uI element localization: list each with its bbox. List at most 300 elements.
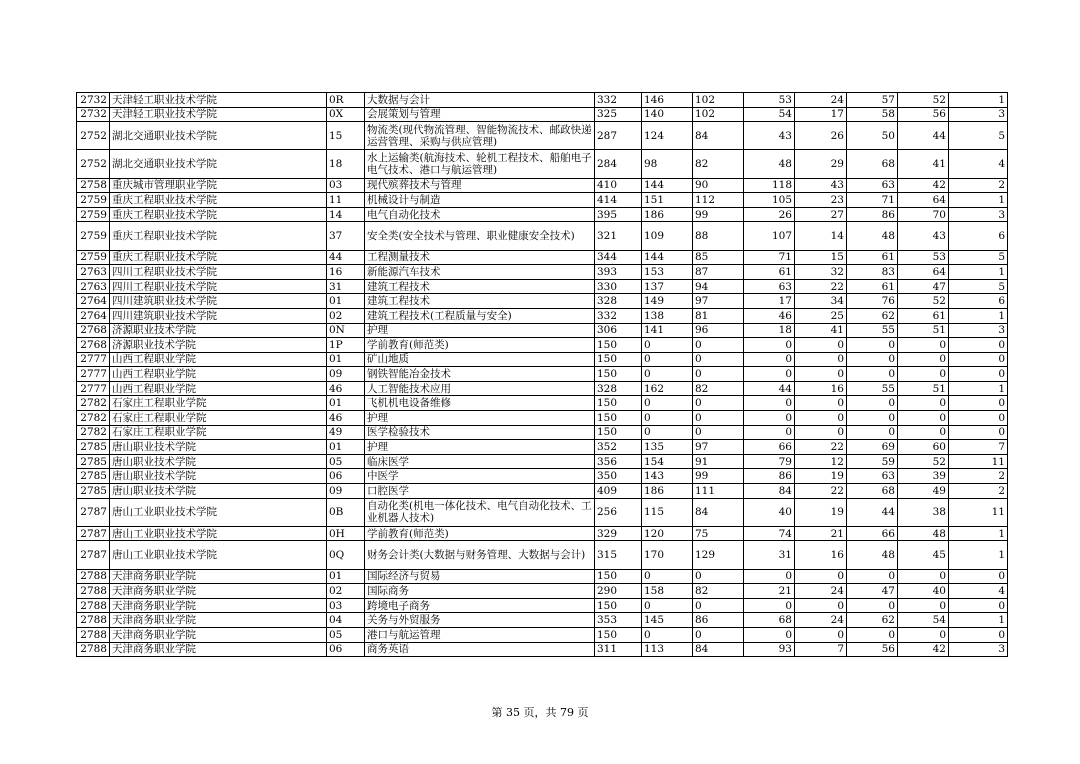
- score-c4-cell: 107: [744, 222, 795, 250]
- score-total-cell: 328: [595, 294, 642, 309]
- score-c2-cell: 141: [642, 323, 693, 338]
- code-cell: 06: [327, 642, 365, 657]
- major-cell: 学前教育(师范类): [365, 526, 595, 541]
- major-cell: 关务与外贸服务: [365, 613, 595, 628]
- rank-cell: 2759: [77, 222, 110, 250]
- rank-cell: 2788: [77, 642, 110, 657]
- major-cell: 飞机机电设备维修: [365, 396, 595, 411]
- school-cell: 天津商务职业学院: [110, 598, 327, 613]
- score-c3-cell: 0: [693, 352, 744, 367]
- score-c6-cell: 57: [847, 93, 898, 108]
- score-c3-cell: 81: [693, 308, 744, 323]
- score-c7-cell: 44: [898, 122, 949, 150]
- table-row: [77, 425, 1008, 440]
- score-c7-cell: 0: [898, 367, 949, 382]
- score-c3-cell: 84: [693, 642, 744, 657]
- major-cell: 安全类(安全技术与管理、职业健康安全技术): [365, 222, 595, 250]
- major-cell: 财务会计类(大数据与财务管理、大数据与会计): [365, 541, 595, 569]
- code-cell: 05: [327, 627, 365, 642]
- school-cell: 重庆工程职业技术学院: [110, 207, 327, 222]
- table-row: [77, 338, 1008, 353]
- score-c7-cell: 38: [898, 498, 949, 526]
- score-c2-cell: 144: [642, 178, 693, 193]
- table-row: [77, 122, 1008, 150]
- rank-cell: 2785: [77, 484, 110, 499]
- score-c4-cell: 18: [744, 323, 795, 338]
- school-cell: 唐山职业技术学院: [110, 440, 327, 455]
- score-c2-cell: 151: [642, 193, 693, 208]
- table-row: [77, 541, 1008, 569]
- score-total-cell: 325: [595, 107, 642, 122]
- score-c4-cell: 0: [744, 338, 795, 353]
- score-c8-cell: 0: [949, 338, 1008, 353]
- score-total-cell: 350: [595, 469, 642, 484]
- score-total-cell: 414: [595, 193, 642, 208]
- score-c4-cell: 63: [744, 279, 795, 294]
- major-cell: 建筑工程技术: [365, 294, 595, 309]
- score-c7-cell: 52: [898, 93, 949, 108]
- code-cell: 31: [327, 279, 365, 294]
- score-total-cell: 150: [595, 352, 642, 367]
- code-cell: 1P: [327, 338, 365, 353]
- score-c7-cell: 61: [898, 308, 949, 323]
- score-c6-cell: 0: [847, 569, 898, 584]
- code-cell: 11: [327, 193, 365, 208]
- score-c4-cell: 86: [744, 469, 795, 484]
- major-cell: 国际经济与贸易: [365, 569, 595, 584]
- table-row: [77, 569, 1008, 584]
- code-cell: 37: [327, 222, 365, 250]
- table-row: [77, 308, 1008, 323]
- score-c3-cell: 0: [693, 411, 744, 426]
- table-row: [77, 93, 1008, 108]
- table-row: [77, 642, 1008, 657]
- score-c7-cell: 0: [898, 598, 949, 613]
- score-total-cell: 410: [595, 178, 642, 193]
- score-c6-cell: 0: [847, 338, 898, 353]
- score-c6-cell: 48: [847, 541, 898, 569]
- score-c5-cell: 7: [795, 642, 847, 657]
- score-total-cell: 256: [595, 498, 642, 526]
- rank-cell: 2752: [77, 122, 110, 150]
- score-c4-cell: 26: [744, 207, 795, 222]
- score-c2-cell: 144: [642, 250, 693, 265]
- score-total-cell: 328: [595, 381, 642, 396]
- rank-cell: 2759: [77, 250, 110, 265]
- score-c4-cell: 54: [744, 107, 795, 122]
- score-c3-cell: 90: [693, 178, 744, 193]
- score-c2-cell: 149: [642, 294, 693, 309]
- score-c7-cell: 39: [898, 469, 949, 484]
- score-c3-cell: 91: [693, 454, 744, 469]
- rank-cell: 2782: [77, 425, 110, 440]
- score-c6-cell: 0: [847, 425, 898, 440]
- score-c4-cell: 93: [744, 642, 795, 657]
- school-cell: 湖北交通职业技术学院: [110, 122, 327, 150]
- score-c7-cell: 49: [898, 484, 949, 499]
- school-cell: 四川建筑职业技术学院: [110, 294, 327, 309]
- rank-cell: 2732: [77, 93, 110, 108]
- score-c3-cell: 102: [693, 93, 744, 108]
- score-c2-cell: 120: [642, 526, 693, 541]
- score-c3-cell: 88: [693, 222, 744, 250]
- score-total-cell: 306: [595, 323, 642, 338]
- score-c2-cell: 109: [642, 222, 693, 250]
- score-c3-cell: 0: [693, 627, 744, 642]
- score-c4-cell: 61: [744, 265, 795, 280]
- table-row: [77, 484, 1008, 499]
- score-c3-cell: 0: [693, 338, 744, 353]
- rank-cell: 2763: [77, 265, 110, 280]
- code-cell: 44: [327, 250, 365, 265]
- school-cell: 四川工程职业技术学院: [110, 279, 327, 294]
- score-c6-cell: 56: [847, 642, 898, 657]
- school-cell: 天津商务职业学院: [110, 569, 327, 584]
- score-c3-cell: 86: [693, 613, 744, 628]
- score-c3-cell: 96: [693, 323, 744, 338]
- score-c7-cell: 64: [898, 265, 949, 280]
- code-cell: 0X: [327, 107, 365, 122]
- score-c5-cell: 32: [795, 265, 847, 280]
- score-c6-cell: 0: [847, 598, 898, 613]
- score-c5-cell: 19: [795, 469, 847, 484]
- score-c6-cell: 83: [847, 265, 898, 280]
- major-cell: 人工智能技术应用: [365, 381, 595, 396]
- score-c4-cell: 0: [744, 411, 795, 426]
- major-cell: 工程测量技术: [365, 250, 595, 265]
- score-total-cell: 290: [595, 584, 642, 599]
- score-c2-cell: 135: [642, 440, 693, 455]
- major-cell: 口腔医学: [365, 484, 595, 499]
- score-c2-cell: 146: [642, 93, 693, 108]
- score-c8-cell: 11: [949, 454, 1008, 469]
- score-c5-cell: 16: [795, 541, 847, 569]
- major-cell: 学前教育(师范类): [365, 338, 595, 353]
- school-cell: 唐山工业职业技术学院: [110, 498, 327, 526]
- school-cell: 天津商务职业学院: [110, 642, 327, 657]
- major-cell: 医学检验技术: [365, 425, 595, 440]
- score-total-cell: 150: [595, 627, 642, 642]
- school-cell: 重庆城市管理职业学院: [110, 178, 327, 193]
- score-c6-cell: 47: [847, 584, 898, 599]
- rank-cell: 2763: [77, 279, 110, 294]
- score-total-cell: 150: [595, 425, 642, 440]
- school-cell: 山西工程职业学院: [110, 352, 327, 367]
- score-c2-cell: 140: [642, 107, 693, 122]
- major-cell: 大数据与会计: [365, 93, 595, 108]
- code-cell: 01: [327, 569, 365, 584]
- score-c4-cell: 46: [744, 308, 795, 323]
- score-c8-cell: 1: [949, 381, 1008, 396]
- code-cell: 0H: [327, 526, 365, 541]
- score-c2-cell: 115: [642, 498, 693, 526]
- table-row: [77, 440, 1008, 455]
- score-c2-cell: 186: [642, 484, 693, 499]
- score-c6-cell: 63: [847, 469, 898, 484]
- school-cell: 济源职业技术学院: [110, 323, 327, 338]
- code-cell: 0Q: [327, 541, 365, 569]
- major-cell: 国际商务: [365, 584, 595, 599]
- table-row: [77, 193, 1008, 208]
- rank-cell: 2787: [77, 526, 110, 541]
- major-cell: 矿山地质: [365, 352, 595, 367]
- score-c3-cell: 97: [693, 294, 744, 309]
- code-cell: 04: [327, 613, 365, 628]
- rank-cell: 2764: [77, 294, 110, 309]
- rank-cell: 2788: [77, 627, 110, 642]
- table-row: [77, 613, 1008, 628]
- score-total-cell: 150: [595, 598, 642, 613]
- score-c8-cell: 1: [949, 93, 1008, 108]
- table-row: [77, 381, 1008, 396]
- score-c6-cell: 62: [847, 308, 898, 323]
- score-c3-cell: 82: [693, 150, 744, 178]
- score-c2-cell: 0: [642, 425, 693, 440]
- score-c8-cell: 0: [949, 352, 1008, 367]
- score-c2-cell: 143: [642, 469, 693, 484]
- score-c8-cell: 1: [949, 613, 1008, 628]
- score-c7-cell: 53: [898, 250, 949, 265]
- score-c7-cell: 40: [898, 584, 949, 599]
- score-c3-cell: 0: [693, 367, 744, 382]
- score-c6-cell: 0: [847, 367, 898, 382]
- score-c5-cell: 27: [795, 207, 847, 222]
- score-c3-cell: 0: [693, 425, 744, 440]
- score-total-cell: 353: [595, 613, 642, 628]
- rank-cell: 2788: [77, 584, 110, 599]
- school-cell: 天津商务职业学院: [110, 627, 327, 642]
- table-row: [77, 150, 1008, 178]
- score-c4-cell: 40: [744, 498, 795, 526]
- score-c2-cell: 0: [642, 396, 693, 411]
- score-c3-cell: 129: [693, 541, 744, 569]
- score-c3-cell: 85: [693, 250, 744, 265]
- score-c2-cell: 113: [642, 642, 693, 657]
- rank-cell: 2777: [77, 381, 110, 396]
- score-c6-cell: 61: [847, 250, 898, 265]
- rank-cell: 2752: [77, 150, 110, 178]
- score-c4-cell: 0: [744, 367, 795, 382]
- rank-cell: 2777: [77, 352, 110, 367]
- score-c3-cell: 111: [693, 484, 744, 499]
- score-c5-cell: 0: [795, 425, 847, 440]
- score-c6-cell: 58: [847, 107, 898, 122]
- score-c4-cell: 0: [744, 627, 795, 642]
- score-c7-cell: 42: [898, 642, 949, 657]
- major-cell: 建筑工程技术: [365, 279, 595, 294]
- table-row: [77, 627, 1008, 642]
- score-c8-cell: 1: [949, 193, 1008, 208]
- score-c6-cell: 59: [847, 454, 898, 469]
- score-c5-cell: 0: [795, 352, 847, 367]
- score-c7-cell: 41: [898, 150, 949, 178]
- score-total-cell: 352: [595, 440, 642, 455]
- score-total-cell: 356: [595, 454, 642, 469]
- rank-cell: 2788: [77, 598, 110, 613]
- code-cell: 0B: [327, 498, 365, 526]
- score-c6-cell: 86: [847, 207, 898, 222]
- code-cell: 09: [327, 367, 365, 382]
- score-total-cell: 150: [595, 569, 642, 584]
- school-cell: 天津轻工职业技术学院: [110, 107, 327, 122]
- table-row: [77, 598, 1008, 613]
- rank-cell: 2785: [77, 454, 110, 469]
- score-c8-cell: 0: [949, 367, 1008, 382]
- major-cell: 现代殡葬技术与管理: [365, 178, 595, 193]
- score-c5-cell: 43: [795, 178, 847, 193]
- table-row: [77, 498, 1008, 526]
- score-c7-cell: 43: [898, 222, 949, 250]
- school-cell: 天津轻工职业技术学院: [110, 93, 327, 108]
- score-c4-cell: 84: [744, 484, 795, 499]
- code-cell: 05: [327, 454, 365, 469]
- code-cell: 03: [327, 178, 365, 193]
- table-row: [77, 396, 1008, 411]
- score-c8-cell: 3: [949, 323, 1008, 338]
- score-c6-cell: 63: [847, 178, 898, 193]
- score-total-cell: 315: [595, 541, 642, 569]
- rank-cell: 2759: [77, 207, 110, 222]
- score-c7-cell: 54: [898, 613, 949, 628]
- score-c5-cell: 0: [795, 598, 847, 613]
- score-c8-cell: 0: [949, 425, 1008, 440]
- score-c3-cell: 99: [693, 469, 744, 484]
- score-c5-cell: 22: [795, 440, 847, 455]
- score-c3-cell: 84: [693, 122, 744, 150]
- score-c8-cell: 0: [949, 598, 1008, 613]
- rank-cell: 2764: [77, 308, 110, 323]
- score-c6-cell: 0: [847, 396, 898, 411]
- score-c5-cell: 22: [795, 279, 847, 294]
- score-c7-cell: 56: [898, 107, 949, 122]
- score-c2-cell: 162: [642, 381, 693, 396]
- code-cell: 01: [327, 396, 365, 411]
- table-row: [77, 222, 1008, 250]
- rank-cell: 2777: [77, 367, 110, 382]
- school-cell: 重庆工程职业技术学院: [110, 193, 327, 208]
- score-c3-cell: 82: [693, 381, 744, 396]
- score-total-cell: 150: [595, 396, 642, 411]
- score-total-cell: 150: [595, 367, 642, 382]
- score-c5-cell: 19: [795, 498, 847, 526]
- score-c4-cell: 0: [744, 569, 795, 584]
- school-cell: 石家庄工程职业学院: [110, 425, 327, 440]
- major-cell: 会展策划与管理: [365, 107, 595, 122]
- score-total-cell: 150: [595, 411, 642, 426]
- score-c7-cell: 51: [898, 323, 949, 338]
- code-cell: 02: [327, 584, 365, 599]
- score-c7-cell: 0: [898, 396, 949, 411]
- score-c4-cell: 79: [744, 454, 795, 469]
- score-c5-cell: 29: [795, 150, 847, 178]
- score-c4-cell: 74: [744, 526, 795, 541]
- code-cell: 15: [327, 122, 365, 150]
- score-c4-cell: 0: [744, 425, 795, 440]
- score-c6-cell: 55: [847, 323, 898, 338]
- table-row: [77, 454, 1008, 469]
- table-row: [77, 178, 1008, 193]
- code-cell: 46: [327, 411, 365, 426]
- score-c2-cell: 0: [642, 411, 693, 426]
- table-row: [77, 367, 1008, 382]
- score-c3-cell: 97: [693, 440, 744, 455]
- table-row: [77, 411, 1008, 426]
- score-c4-cell: 66: [744, 440, 795, 455]
- code-cell: 18: [327, 150, 365, 178]
- score-c8-cell: 11: [949, 498, 1008, 526]
- school-cell: 重庆工程职业技术学院: [110, 250, 327, 265]
- score-c6-cell: 71: [847, 193, 898, 208]
- score-c8-cell: 3: [949, 107, 1008, 122]
- school-cell: 唐山工业职业技术学院: [110, 526, 327, 541]
- score-c5-cell: 26: [795, 122, 847, 150]
- table-body: [77, 93, 1008, 657]
- score-c3-cell: 94: [693, 279, 744, 294]
- score-c8-cell: 4: [949, 150, 1008, 178]
- score-c8-cell: 2: [949, 178, 1008, 193]
- score-c7-cell: 64: [898, 193, 949, 208]
- major-cell: 建筑工程技术(工程质量与安全): [365, 308, 595, 323]
- score-c8-cell: 0: [949, 411, 1008, 426]
- score-c5-cell: 41: [795, 323, 847, 338]
- score-c5-cell: 23: [795, 193, 847, 208]
- score-c7-cell: 0: [898, 627, 949, 642]
- score-c8-cell: 1: [949, 308, 1008, 323]
- code-cell: 01: [327, 352, 365, 367]
- score-c5-cell: 24: [795, 613, 847, 628]
- school-cell: 济源职业技术学院: [110, 338, 327, 353]
- major-cell: 跨境电子商务: [365, 598, 595, 613]
- score-c5-cell: 25: [795, 308, 847, 323]
- major-cell: 护理: [365, 323, 595, 338]
- score-c5-cell: 24: [795, 584, 847, 599]
- score-c8-cell: 0: [949, 396, 1008, 411]
- code-cell: 46: [327, 381, 365, 396]
- score-c6-cell: 76: [847, 294, 898, 309]
- score-c5-cell: 24: [795, 93, 847, 108]
- rank-cell: 2759: [77, 193, 110, 208]
- score-c2-cell: 154: [642, 454, 693, 469]
- score-c6-cell: 0: [847, 411, 898, 426]
- score-c5-cell: 15: [795, 250, 847, 265]
- score-c3-cell: 87: [693, 265, 744, 280]
- code-cell: 06: [327, 469, 365, 484]
- rank-cell: 2788: [77, 569, 110, 584]
- score-total-cell: 321: [595, 222, 642, 250]
- score-total-cell: 150: [595, 338, 642, 353]
- table-row: [77, 294, 1008, 309]
- table-row: [77, 279, 1008, 294]
- score-c8-cell: 6: [949, 294, 1008, 309]
- score-c7-cell: 0: [898, 569, 949, 584]
- rank-cell: 2782: [77, 396, 110, 411]
- rank-cell: 2768: [77, 323, 110, 338]
- rank-cell: 2758: [77, 178, 110, 193]
- score-total-cell: 395: [595, 207, 642, 222]
- score-c7-cell: 0: [898, 352, 949, 367]
- score-c6-cell: 0: [847, 627, 898, 642]
- rank-cell: 2768: [77, 338, 110, 353]
- score-c2-cell: 0: [642, 569, 693, 584]
- score-c8-cell: 3: [949, 642, 1008, 657]
- score-c6-cell: 66: [847, 526, 898, 541]
- score-c4-cell: 21: [744, 584, 795, 599]
- score-c4-cell: 0: [744, 352, 795, 367]
- score-total-cell: 332: [595, 93, 642, 108]
- major-cell: 港口与航运管理: [365, 627, 595, 642]
- score-c2-cell: 138: [642, 308, 693, 323]
- table-row: [77, 352, 1008, 367]
